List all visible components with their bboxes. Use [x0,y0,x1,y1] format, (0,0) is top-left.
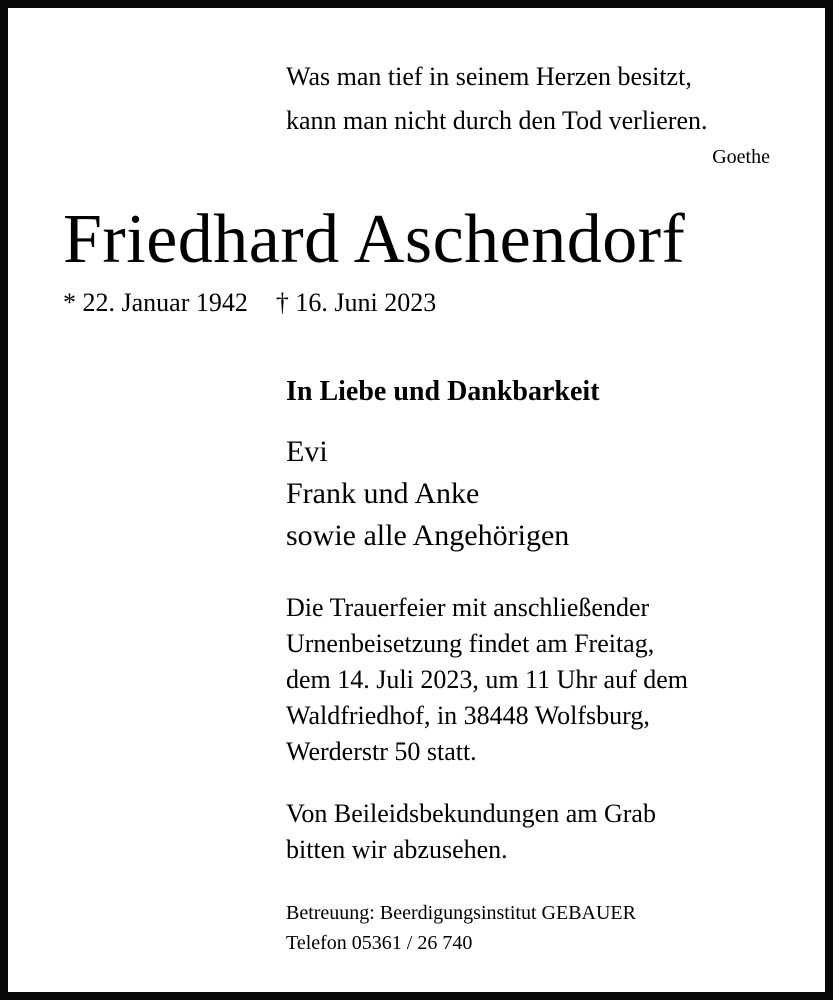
funeral-home-contact [286,898,636,958]
text-line: Urnenbeisetzung findet am Freitag, [286,629,655,658]
funeral-home: Betreuung: Beerdigungsinstitut GEBAUER [286,902,636,924]
condolence-note [286,796,656,868]
quote-line: kann man nicht durch den Tod verlieren. [286,106,708,135]
text-line: Werderstr 50 statt. [286,737,477,766]
death-date: † 16. Juni 2023 [275,288,437,317]
text-line: bitten wir abzusehen. [286,835,508,864]
quote-author: Goethe [712,146,770,168]
text-line: Die Trauerfeier mit anschließender [286,593,650,622]
text-line: Waldfriedhof, in 38448 Wolfsburg, [286,701,650,730]
family-member: Evi [286,435,328,468]
phone-number: Telefon 05361 / 26 740 [286,932,473,954]
dedication-heading: In Liebe und Dankbarkeit [286,376,600,407]
text-line: Von Beileidsbekundungen am Grab [286,799,656,828]
deceased-name: Friedhard Aschendorf [63,201,686,278]
family-list [286,431,569,557]
ceremony-info [286,590,688,770]
text-line: dem 14. Juli 2023, um 11 Uhr auf dem [286,665,688,694]
quote-line: Was man tief in seinem Herzen besitzt, [286,62,692,91]
birth-date: * 22. Januar 1942 [63,288,248,317]
life-dates [63,288,464,318]
family-member: Frank und Anke [286,477,480,510]
family-member: sowie alle Angehörigen [286,519,570,552]
